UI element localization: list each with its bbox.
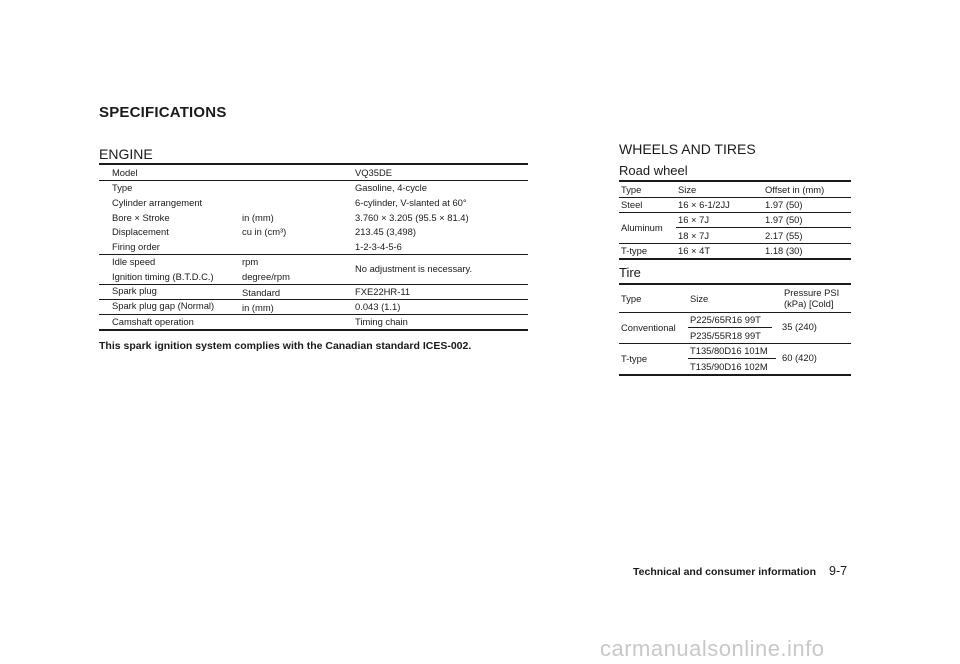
engine-row-divider [99,180,528,181]
engine-label-cylinder: Cylinder arrangement [112,197,203,208]
engine-value-camshaft: Timing chain [355,316,408,327]
footer-section-label: Technical and consumer information [633,566,817,578]
road-wheel-subrow-divider [676,227,851,228]
tire-col-pressure-unit: (kPa) [Cold] [784,298,834,309]
engine-value-cylinder: 6-cylinder, V-slanted at 60° [355,197,467,208]
tire-type-conventional: Conventional [621,322,676,333]
engine-value-bore-stroke: 3.760 × 3.205 (95.5 × 81.4) [355,212,469,223]
road-wheel-offset-t-type: 1.18 (30) [765,245,803,256]
tire-size-conventional-18: P235/55R18 99T [690,330,761,341]
engine-row-divider [99,254,528,255]
road-wheel-bottom-rule [619,258,851,260]
engine-label-ignition-timing: Ignition timing (B.T.D.C.) [112,271,214,282]
tire-row-divider [619,343,851,344]
engine-unit-displacement: cu in (cm³) [242,226,287,237]
engine-label-idle-speed: Idle speed [112,256,156,267]
engine-label-type: Type [112,182,133,193]
tire-type-t-type: T-type [621,353,648,364]
engine-bottom-rule [99,329,528,331]
engine-label-firing-order: Firing order [112,241,160,252]
road-wheel-type-aluminum: Aluminum [621,222,663,233]
page-number: 9-7 [829,564,848,578]
road-wheel-col-offset: Offset in (mm) [765,184,825,195]
engine-unit-spark-plug-gap: in (mm) [242,302,274,313]
engine-unit-bore-stroke: in (mm) [242,212,274,223]
tire-subrow-divider [688,327,772,328]
engine-value-spark-plug-gap: 0.043 (1.1) [355,301,401,312]
watermark: carmanualsonline.info [600,636,825,661]
road-wheel-col-type: Type [621,184,642,195]
engine-value-firing-order: 1-2-3-4-5-6 [355,241,402,252]
engine-row-divider [99,314,528,315]
road-wheel-size-aluminum-16: 16 × 7J [678,214,710,225]
road-wheel-heading: Road wheel [619,163,688,178]
road-wheel-top-rule [619,180,851,182]
tire-top-rule [619,283,851,285]
engine-value-type: Gasoline, 4-cycle [355,182,427,193]
tire-col-type: Type [621,293,642,304]
road-wheel-type-t-type: T-type [621,245,648,256]
road-wheel-offset-aluminum-16: 1.97 (50) [765,214,803,225]
engine-value-idle-ignition: No adjustment is necessary. [355,263,473,274]
road-wheel-row-divider [619,243,851,244]
tire-pressure-t-type: 60 (420) [782,352,817,363]
road-wheel-row-divider [619,212,851,213]
engine-label-spark-plug-gap: Spark plug gap (Normal) [112,300,215,311]
tire-col-size: Size [690,293,709,304]
engine-unit-idle-speed: rpm [242,256,259,267]
tire-pressure-conventional: 35 (240) [782,321,817,332]
tire-heading: Tire [619,265,641,280]
road-wheel-size-t-type: 16 × 4T [678,245,711,256]
tire-size-t-type-102m: T135/90D16 102M [690,361,768,372]
engine-value-model: VQ35DE [355,167,392,178]
tire-size-conventional-16: P225/65R16 99T [690,314,761,325]
engine-label-bore-stroke: Bore × Stroke [112,212,170,223]
compliance-note: This spark ignition system complies with the Canadian standard ICES-002. [99,340,472,352]
engine-label-model: Model [112,167,138,178]
engine-unit-spark-plug: Standard [242,287,281,298]
road-wheel-col-size: Size [678,184,697,195]
road-wheel-offset-aluminum-18: 2.17 (55) [765,230,803,241]
engine-label-camshaft: Camshaft operation [112,316,194,327]
road-wheel-offset-steel: 1.97 (50) [765,199,803,210]
engine-label-spark-plug: Spark plug [112,285,157,296]
road-wheel-size-steel: 16 × 6-1/2JJ [678,199,730,210]
engine-heading: ENGINE [99,146,153,162]
engine-value-spark-plug: FXE22HR-11 [355,286,411,297]
engine-unit-ignition-timing: degree/rpm [242,271,290,282]
engine-top-rule [99,163,528,165]
tire-header-rule [619,312,851,313]
road-wheel-size-aluminum-18: 18 × 7J [678,230,710,241]
tire-size-t-type-101m: T135/80D16 101M [690,345,768,356]
road-wheel-header-rule [619,197,851,198]
tire-bottom-rule [619,374,851,376]
engine-label-displacement: Displacement [112,226,169,237]
section-title: SPECIFICATIONS [99,104,227,121]
engine-row-divider [99,284,528,285]
road-wheel-type-steel: Steel [621,199,643,210]
engine-value-displacement: 213.45 (3,498) [355,226,416,237]
wheels-tires-heading: WHEELS AND TIRES [619,141,756,157]
tire-col-pressure: Pressure PSI [784,287,840,298]
tire-subrow-divider [688,358,776,359]
